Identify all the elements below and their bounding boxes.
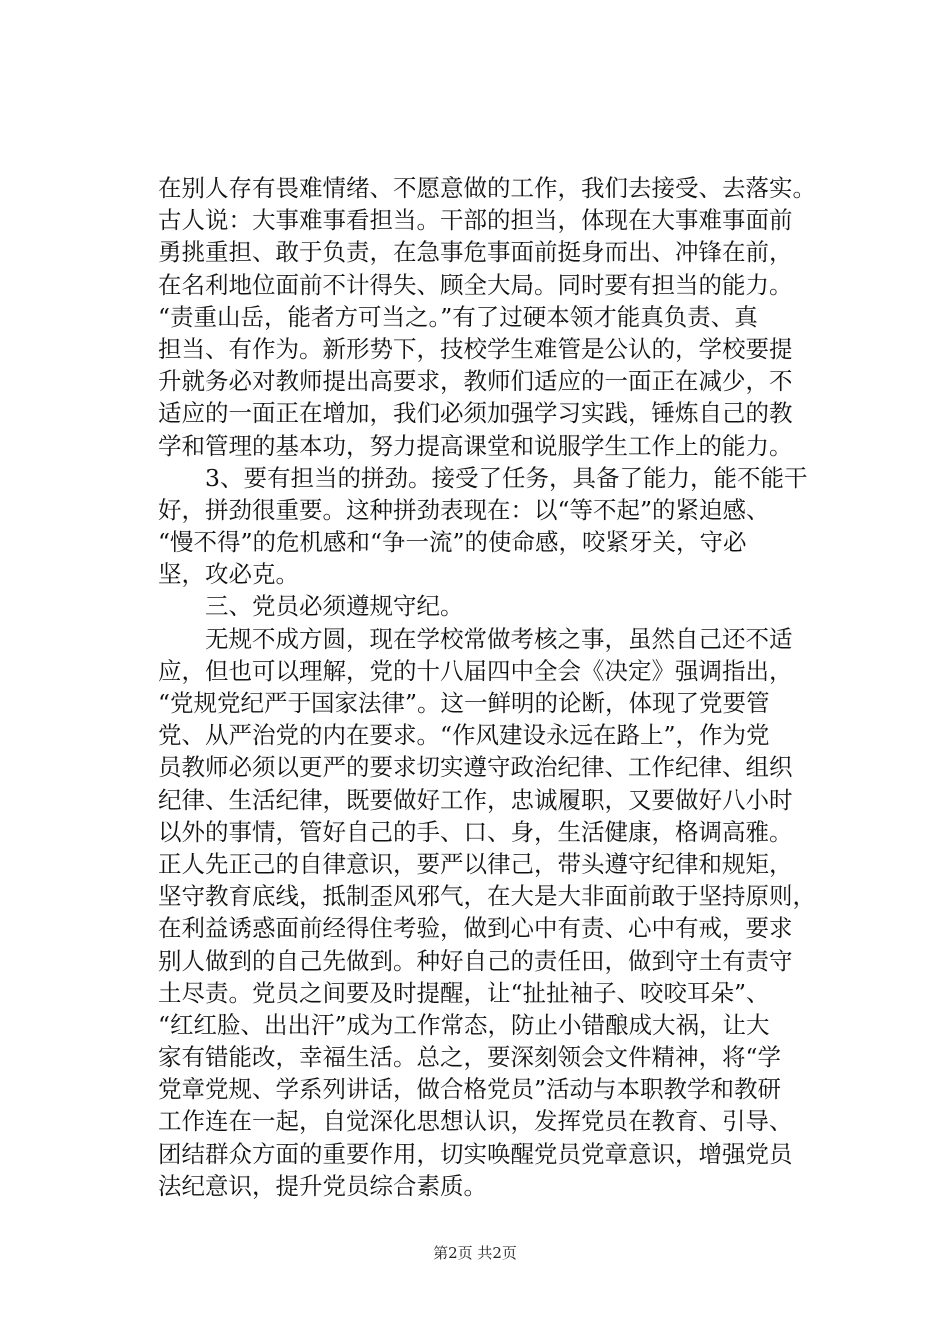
- body-text: [158, 172, 816, 1202]
- text-line: 好，拼劲很重要。这种拼劲表现在：以“等不起”的紧迫感、: [158, 495, 770, 524]
- text-line: “党规党纪严于国家法律”。这一鲜明的论断，体现了党要管: [158, 689, 770, 717]
- text-line: 法纪意识，提升党员综合素质。: [158, 1171, 487, 1200]
- text-line: 家有错能改，幸福生活。总之，要深刻领会文件精神，将“学: [158, 1043, 782, 1072]
- text-line: 古人说：大事难事看担当。干部的担当，体现在大事难事面前: [158, 206, 793, 235]
- page-footer: 第2页 共2页: [433, 1244, 517, 1262]
- text-line: 党、从严治党的内在要求。“作风建设永远在路上”，作为党: [158, 721, 770, 750]
- section-heading: 三、党员必须遵规守纪。: [158, 592, 464, 621]
- text-line: 团结群众方面的重要作用，切实唤醒党员党章意识，增强党员: [158, 1139, 793, 1168]
- text-line: 应，但也可以理解，党的十八届四中全会《决定》强调指出，: [158, 656, 793, 685]
- text-line: 别人做到的自己先做到。种好自己的责任田，做到守土有责守: [158, 946, 793, 975]
- text-line: 在名利地位面前不计得失、顾全大局。同时要有担当的能力。: [158, 270, 793, 299]
- text-line: 在别人存有畏难情绪、不愿意做的工作，我们去接受、去落实。: [158, 174, 816, 202]
- text-line: 以外的事情，管好自己的手、口、身，生活健康，格调高雅。: [158, 817, 793, 846]
- text-line: 在利益诱惑面前经得住考验，做到心中有责、心中有戒，要求: [158, 914, 793, 943]
- text-line: 担当、有作为。新形势下，技校学生难管是公认的，学校要提: [158, 334, 793, 363]
- text-line: 土尽责。党员之间要及时提醒，让“扯扯袖子、咬咬耳朵”、: [158, 978, 770, 1007]
- text-line: “慢不得”的危机感和“争一流”的使命感，咬紧牙关，守必: [158, 528, 747, 557]
- text-line: 正人先正己的自律意识，要严以律己，带头遵守纪律和规矩，: [158, 849, 793, 878]
- text-line: 工作连在一起，自觉深化思想认识，发挥党员在教育、引导、: [158, 1107, 793, 1136]
- text-line: 学和管理的基本功，努力提高课堂和说服学生工作上的能力。: [158, 431, 793, 460]
- text-line: “责重山岳，能者方可当之。”有了过硬本领才能真负责、真: [158, 302, 758, 331]
- text-line: “红红脸、出出汗”成为工作常态，防止小错酿成大祸，让大: [158, 1010, 770, 1039]
- text-line: 党章党规、学系列讲话，做合格党员”活动与本职教学和教研: [158, 1075, 782, 1104]
- text-line: 适应的一面正在增加，我们必须加强学习实践，锤炼自己的教: [158, 399, 793, 428]
- text-line: 纪律、生活纪律，既要做好工作，忠诚履职，又要做好八小时: [158, 785, 793, 814]
- text-line: 坚守教育底线，抵制歪风邪气，在大是大非面前敢于坚持原则，: [158, 882, 816, 911]
- text-line: 坚，攻必克。: [158, 560, 299, 589]
- text-line: 无规不成方圆，现在学校常做考核之事，虽然自己还不适: [158, 624, 793, 653]
- text-line: 3、要有担当的拼劲。接受了任务，具备了能力，能不能干: [158, 463, 808, 492]
- text-line: 升就务必对教师提出高要求，教师们适应的一面正在减少，不: [158, 367, 793, 396]
- text-line: 勇挑重担、敢于负责，在急事危事面前挺身而出、冲锋在前，: [158, 238, 793, 267]
- text-line: 员教师必须以更严的要求切实遵守政治纪律、工作纪律、组织: [158, 753, 793, 782]
